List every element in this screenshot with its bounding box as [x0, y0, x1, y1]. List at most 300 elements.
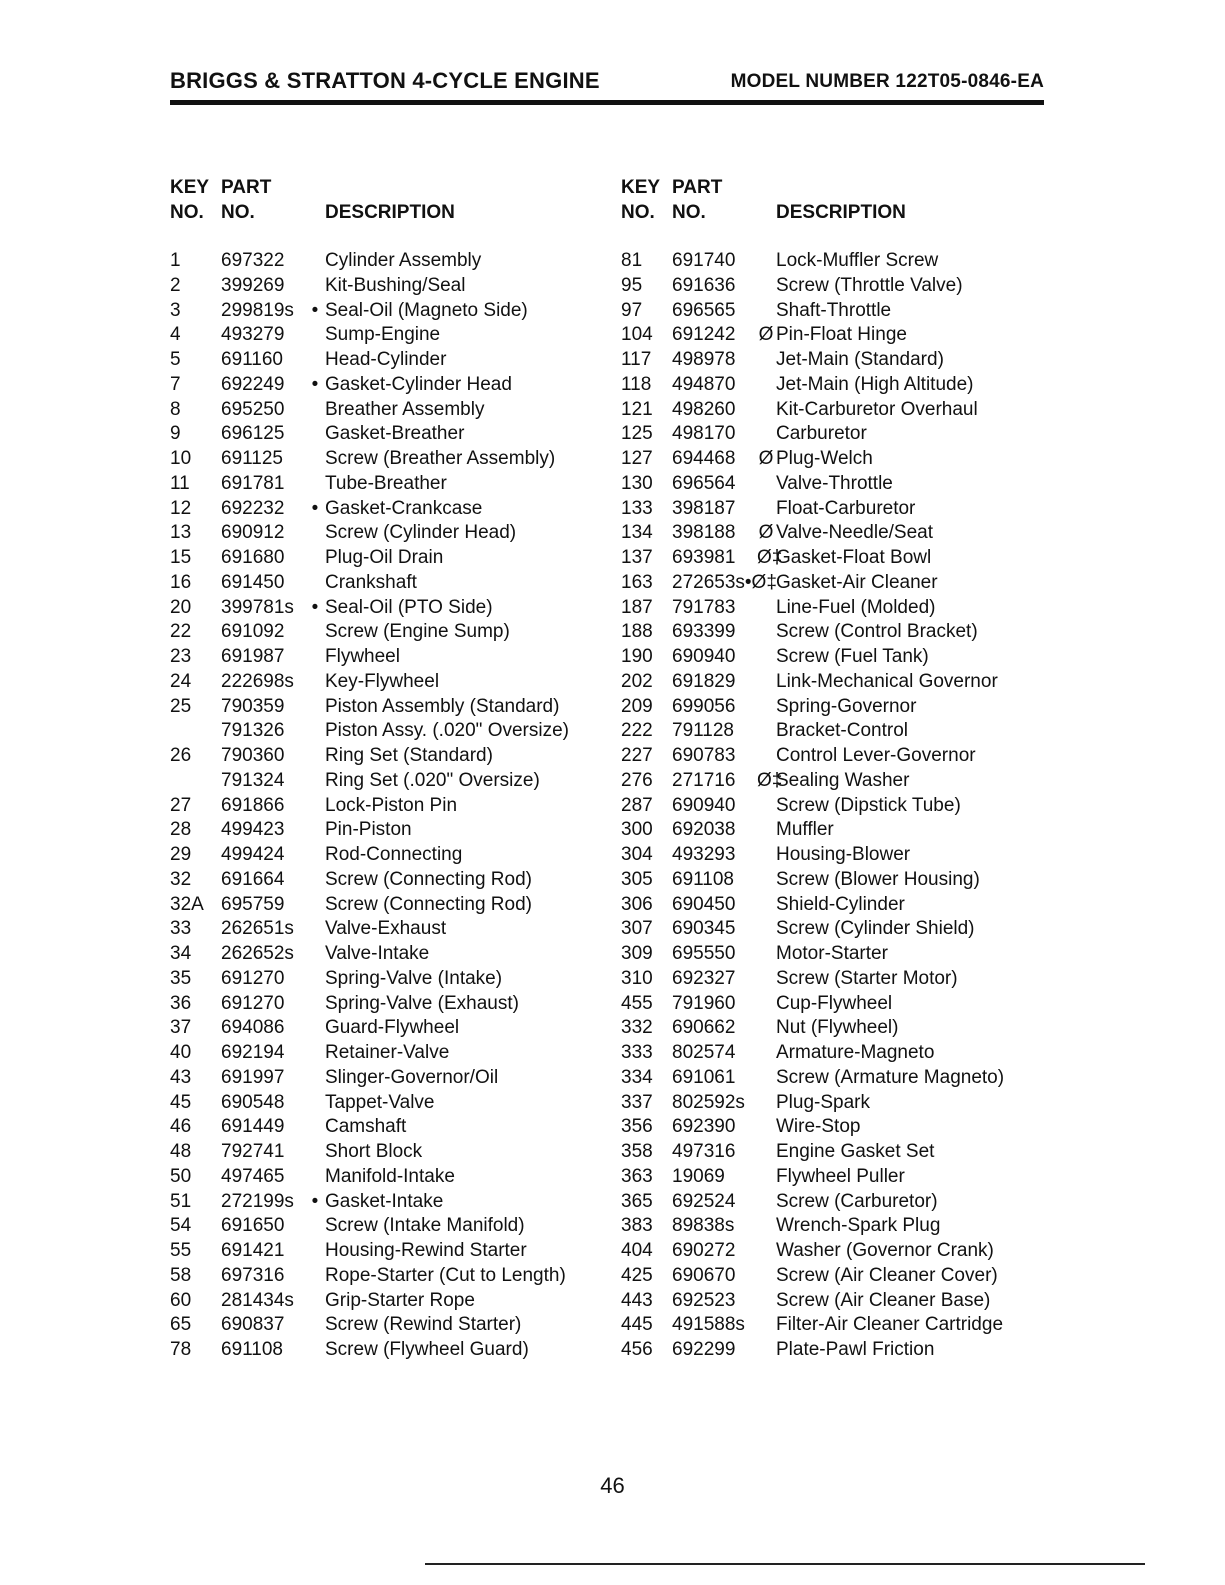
part-number: 691997	[221, 1066, 285, 1088]
key-number: 222	[621, 720, 653, 742]
part-description: Carburetor	[776, 423, 867, 445]
table-row	[621, 843, 1061, 868]
part-description: Jet-Main (Standard)	[776, 349, 944, 370]
part-number: 262652s	[221, 943, 294, 964]
key-number: 137	[621, 547, 653, 568]
key-number: 310	[621, 967, 653, 989]
part-description: Engine Gasket Set	[776, 1141, 935, 1162]
part-number: 691108	[672, 868, 734, 890]
table-row	[621, 571, 1061, 596]
key-number: 11	[170, 472, 190, 494]
part-description: Flywheel Puller	[776, 1165, 905, 1187]
key-number: 8	[170, 398, 181, 420]
key-no-header: NO.	[621, 202, 655, 223]
part-description: Screw (Dipstick Tube)	[776, 794, 961, 816]
part-description: Plug-Welch	[776, 448, 873, 469]
table-row	[621, 447, 1061, 472]
part-description: Valve-Exhaust	[325, 918, 447, 940]
part-description: Gasket-Breather	[325, 423, 465, 445]
key-no-header: NO.	[170, 202, 204, 223]
table-row	[621, 992, 1061, 1017]
part-number: 696565	[672, 299, 736, 321]
part-number: 802592s	[672, 1091, 745, 1113]
description-header: DESCRIPTION	[776, 202, 906, 223]
part-description: Screw (Flywheel Guard)	[325, 1339, 529, 1360]
table-row	[621, 1016, 1061, 1041]
table-row	[170, 1016, 610, 1041]
table-row	[170, 472, 610, 497]
part-marker: •	[311, 373, 319, 395]
key-number: 425	[621, 1264, 653, 1286]
bottom-rule	[425, 1563, 1145, 1565]
part-number: 692327	[672, 967, 736, 989]
table-row	[170, 323, 610, 348]
part-marker: Ø‡	[757, 547, 783, 568]
key-header: KEY	[621, 177, 661, 198]
key-number: 9	[170, 423, 181, 445]
part-number: 691061	[672, 1066, 736, 1088]
part-number: 299819s	[221, 299, 294, 321]
part-number: 498260	[672, 398, 736, 420]
table-row	[621, 497, 1061, 522]
part-description: Screw (Rewind Starter)	[325, 1314, 522, 1336]
part-number: 494870	[672, 373, 736, 395]
part-number: 802574	[672, 1042, 736, 1063]
table-row	[621, 1190, 1061, 1215]
part-description: Guard-Flywheel	[325, 1017, 460, 1039]
part-description: Gasket-Intake	[325, 1190, 444, 1212]
table-row	[170, 670, 610, 695]
part-number: 690548	[221, 1091, 285, 1113]
part-description: Spring-Valve (Intake)	[325, 967, 503, 989]
key-header: KEY	[170, 177, 210, 198]
part-description: Key-Flywheel	[325, 670, 440, 692]
part-number: 690912	[221, 522, 285, 544]
column-headers	[621, 174, 1061, 236]
table-row	[621, 818, 1061, 843]
table-row	[170, 596, 610, 621]
part-number: 498170	[672, 423, 736, 445]
part-number: 499424	[221, 844, 285, 865]
part-number: 262651s	[221, 918, 294, 940]
table-row	[621, 967, 1061, 992]
table-row	[621, 1091, 1061, 1116]
table-row	[621, 695, 1061, 720]
table-row	[170, 917, 610, 942]
table-row	[621, 1214, 1061, 1239]
part-description: Armature-Magneto	[776, 1042, 935, 1063]
key-number: 163	[621, 571, 653, 593]
part-number: 792741	[221, 1141, 285, 1162]
part-number: 497465	[221, 1165, 285, 1187]
key-number: 12	[170, 497, 192, 519]
parts-list-left	[170, 174, 610, 1360]
part-number: 692390	[672, 1116, 736, 1138]
table-row	[621, 893, 1061, 918]
key-number: 60	[170, 1289, 192, 1311]
part-description: Shaft-Throttle	[776, 299, 892, 321]
table-row	[621, 348, 1061, 373]
key-number: 358	[621, 1141, 653, 1162]
key-number: 455	[621, 992, 653, 1014]
key-number: 202	[621, 670, 653, 692]
part-number: 493293	[672, 844, 736, 865]
part-number: 694468	[672, 448, 736, 469]
key-number: 187	[621, 596, 653, 618]
part-marker: Ø	[758, 448, 774, 469]
part-number: 272653s•Ø‡	[672, 571, 777, 593]
table-row	[170, 274, 610, 299]
part-description: Piston Assy. (.020" Oversize)	[325, 720, 569, 742]
part-number: 691664	[221, 868, 285, 890]
part-description: Retainer-Valve	[325, 1042, 450, 1063]
table-row	[170, 967, 610, 992]
part-description: Sump-Engine	[325, 324, 441, 346]
part-number: 398188	[672, 522, 736, 544]
table-row	[170, 1140, 610, 1165]
table-row	[621, 398, 1061, 423]
part-number: 497316	[672, 1141, 736, 1162]
key-number: 23	[170, 646, 192, 667]
key-number: 78	[170, 1339, 192, 1360]
model-number: MODEL NUMBER 122T05-0846-EA	[730, 71, 1044, 92]
key-number: 332	[621, 1017, 653, 1039]
key-number: 46	[170, 1116, 192, 1138]
part-number: 691270	[221, 967, 285, 989]
key-number: 55	[170, 1240, 192, 1261]
key-number: 133	[621, 497, 653, 519]
key-number: 125	[621, 423, 653, 445]
part-description: Screw (Engine Sump)	[325, 621, 510, 643]
parts-list-right	[621, 174, 1061, 1360]
part-number: 399269	[221, 274, 285, 296]
part-number: 691650	[221, 1215, 285, 1237]
table-row	[170, 373, 610, 398]
part-number: 697322	[221, 250, 285, 271]
table-row	[170, 348, 610, 373]
part-description: Lock-Muffler Screw	[776, 250, 939, 271]
key-number: 287	[621, 794, 653, 816]
key-number: 13	[170, 522, 192, 544]
part-description: Screw (Blower Housing)	[776, 868, 980, 890]
part-description: Pin-Float Hinge	[776, 324, 907, 346]
part-number: 691270	[221, 992, 285, 1014]
key-number: 36	[170, 992, 192, 1014]
key-number: 300	[621, 819, 653, 841]
key-number: 37	[170, 1017, 192, 1039]
table-row	[621, 1140, 1061, 1165]
key-number: 16	[170, 571, 192, 593]
key-number: 305	[621, 868, 653, 890]
part-number: 790360	[221, 745, 285, 766]
part-description: Screw (Connecting Rod)	[325, 868, 532, 890]
part-number: 691636	[672, 274, 736, 296]
table-row	[170, 794, 610, 819]
part-number: 281434s	[221, 1289, 294, 1311]
part-description: Screw (Cylinder Shield)	[776, 918, 975, 940]
key-number: 22	[170, 621, 192, 643]
part-description: Pin-Piston	[325, 819, 412, 841]
part-description: Seal-Oil (Magneto Side)	[325, 299, 528, 321]
table-row	[170, 620, 610, 645]
key-number: 29	[170, 844, 192, 865]
part-description: Cup-Flywheel	[776, 992, 893, 1014]
part-description: Link-Mechanical Governor	[776, 670, 998, 692]
key-number: 356	[621, 1116, 653, 1138]
key-number: 227	[621, 745, 653, 766]
table-row	[170, 1289, 610, 1314]
part-number: 272199s	[221, 1190, 294, 1212]
part-description: Valve-Needle/Seat	[776, 522, 934, 544]
part-number: 692524	[672, 1190, 736, 1212]
key-number: 10	[170, 448, 192, 469]
table-row	[621, 249, 1061, 274]
part-number: 790359	[221, 695, 285, 717]
key-number: 24	[170, 670, 192, 692]
table-row	[170, 893, 610, 918]
table-row	[170, 1041, 610, 1066]
table-row	[170, 769, 610, 794]
part-description: Wrench-Spark Plug	[776, 1215, 941, 1237]
part-number: 691866	[221, 794, 285, 816]
table-row	[170, 1214, 610, 1239]
key-number: 50	[170, 1165, 192, 1187]
part-description: Filter-Air Cleaner Cartridge	[776, 1314, 1004, 1336]
table-row	[170, 818, 610, 843]
part-number: 690783	[672, 745, 736, 766]
part-description: Short Block	[325, 1141, 423, 1162]
part-description: Screw (Control Bracket)	[776, 621, 978, 643]
parts-rows-left	[170, 249, 610, 1363]
part-description: Nut (Flywheel)	[776, 1017, 899, 1039]
part-description: Screw (Throttle Valve)	[776, 274, 963, 296]
part-description: Rod-Connecting	[325, 844, 463, 865]
part-description: Camshaft	[325, 1116, 407, 1138]
key-number: 443	[621, 1289, 653, 1311]
key-number: 4	[170, 324, 181, 346]
part-description: Bracket-Control	[776, 720, 908, 742]
table-row	[170, 1264, 610, 1289]
key-number: 32	[170, 868, 192, 890]
part-description: Jet-Main (High Altitude)	[776, 373, 974, 395]
part-description: Valve-Throttle	[776, 472, 893, 494]
table-row	[170, 1066, 610, 1091]
table-row	[621, 274, 1061, 299]
key-number: 445	[621, 1314, 653, 1336]
table-row	[621, 868, 1061, 893]
table-row	[170, 497, 610, 522]
key-number: 27	[170, 794, 192, 816]
table-row	[621, 299, 1061, 324]
part-description: Screw (Carburetor)	[776, 1190, 938, 1212]
table-row	[170, 249, 610, 274]
key-number: 2	[170, 274, 181, 296]
part-number: 499423	[221, 819, 285, 841]
part-marker: Ø‡	[757, 769, 783, 791]
part-header: PART	[221, 177, 272, 198]
part-description: Screw (Armature Magneto)	[776, 1066, 1005, 1088]
key-number: 190	[621, 646, 653, 667]
key-number: 121	[621, 398, 653, 420]
part-number: 691421	[221, 1240, 285, 1261]
part-number: 493279	[221, 324, 285, 346]
table-row	[170, 1338, 610, 1363]
table-row	[621, 1338, 1061, 1363]
key-number: 32A	[170, 893, 204, 915]
table-row	[170, 942, 610, 967]
part-description: Spring-Valve (Exhaust)	[325, 992, 519, 1014]
table-row	[170, 1115, 610, 1140]
part-number: 695250	[221, 398, 285, 420]
part-number: 691740	[672, 250, 736, 271]
table-row	[621, 1313, 1061, 1338]
part-description: Slinger-Governor/Oil	[325, 1066, 499, 1088]
table-row	[621, 373, 1061, 398]
table-row	[621, 942, 1061, 967]
part-description: Tube-Breather	[325, 472, 447, 494]
part-description: Ring Set (Standard)	[325, 745, 493, 766]
table-row	[170, 645, 610, 670]
part-description: Flywheel	[325, 646, 400, 667]
table-row	[621, 1041, 1061, 1066]
table-row	[170, 868, 610, 893]
part-number: 691125	[221, 448, 283, 469]
table-row	[170, 1239, 610, 1264]
key-number: 306	[621, 893, 653, 915]
table-row	[621, 1239, 1061, 1264]
table-row	[170, 546, 610, 571]
table-row	[621, 744, 1061, 769]
key-number: 130	[621, 472, 653, 494]
table-row	[170, 398, 610, 423]
part-description: Sealing Washer	[776, 769, 910, 791]
part-description: Plug-Spark	[776, 1091, 870, 1113]
part-description: Washer (Governor Crank)	[776, 1240, 994, 1261]
key-number: 118	[621, 373, 652, 395]
key-number: 20	[170, 596, 192, 618]
part-number: 690940	[672, 794, 736, 816]
part-number: 692523	[672, 1289, 736, 1311]
part-number: 791960	[672, 992, 736, 1014]
table-row	[621, 422, 1061, 447]
key-number: 54	[170, 1215, 192, 1237]
table-row	[621, 323, 1061, 348]
table-row	[170, 992, 610, 1017]
table-row	[621, 472, 1061, 497]
table-row	[621, 521, 1061, 546]
key-number: 309	[621, 943, 653, 964]
key-number: 404	[621, 1240, 653, 1261]
part-number: 691449	[221, 1116, 285, 1138]
part-number: 271716	[672, 769, 736, 791]
table-row	[170, 521, 610, 546]
part-number: 498978	[672, 349, 736, 370]
parts-rows-right	[621, 249, 1061, 1363]
part-marker: •	[311, 1190, 319, 1212]
table-row	[170, 1091, 610, 1116]
part-number: 695550	[672, 943, 736, 964]
part-description: Cylinder Assembly	[325, 250, 482, 271]
key-number: 5	[170, 349, 181, 370]
part-header: PART	[672, 177, 723, 198]
table-row	[621, 1289, 1061, 1314]
part-no-header: NO.	[672, 202, 706, 223]
part-number: 696125	[221, 423, 285, 445]
table-row	[621, 620, 1061, 645]
part-number: 692038	[672, 819, 736, 841]
key-number: 365	[621, 1190, 653, 1212]
key-number: 45	[170, 1091, 192, 1113]
table-row	[621, 1264, 1061, 1289]
key-number: 65	[170, 1314, 192, 1336]
part-description: Head-Cylinder	[325, 349, 447, 370]
part-description: Housing-Rewind Starter	[325, 1240, 527, 1261]
key-number: 134	[621, 522, 653, 544]
part-description: Manifold-Intake	[325, 1165, 455, 1187]
part-number: 690837	[221, 1314, 285, 1336]
part-number: 690940	[672, 646, 736, 667]
part-number: 694086	[221, 1017, 285, 1039]
part-description: Crankshaft	[325, 571, 417, 593]
part-description: Housing-Blower	[776, 844, 911, 865]
table-row	[170, 299, 610, 324]
key-number: 48	[170, 1141, 192, 1162]
key-number: 7	[170, 373, 181, 395]
part-number: 690345	[672, 918, 736, 940]
part-description: Grip-Starter Rope	[325, 1289, 475, 1311]
part-number: 399781s	[221, 596, 294, 618]
part-description: Plate-Pawl Friction	[776, 1339, 935, 1360]
table-row	[621, 1115, 1061, 1140]
part-number: 691450	[221, 571, 285, 593]
part-description: Plug-Oil Drain	[325, 547, 444, 568]
key-number: 51	[170, 1190, 192, 1212]
table-row	[621, 794, 1061, 819]
key-number: 43	[170, 1066, 192, 1088]
part-number: 222698s	[221, 670, 294, 692]
page-number: 46	[600, 1473, 625, 1498]
part-number: 692194	[221, 1042, 285, 1063]
part-description: Motor-Starter	[776, 943, 888, 964]
part-number: 692299	[672, 1339, 736, 1360]
part-description: Ring Set (.020" Oversize)	[325, 769, 540, 791]
part-description: Breather Assembly	[325, 398, 485, 420]
table-row	[170, 571, 610, 596]
part-number: 19069	[672, 1165, 725, 1187]
key-number: 40	[170, 1042, 192, 1063]
description-header: DESCRIPTION	[325, 202, 455, 223]
part-number: 690662	[672, 1017, 736, 1039]
part-marker: •	[311, 299, 319, 321]
part-description: Tappet-Valve	[325, 1091, 435, 1113]
key-number: 34	[170, 943, 192, 964]
part-description: Screw (Starter Motor)	[776, 967, 958, 989]
part-number: 791128	[672, 720, 734, 742]
key-number: 456	[621, 1339, 653, 1360]
table-row	[170, 719, 610, 744]
part-description: Control Lever-Governor	[776, 745, 976, 766]
key-number: 334	[621, 1066, 653, 1088]
part-number: 692232	[221, 497, 285, 519]
key-number: 81	[621, 250, 643, 271]
part-number: 697316	[221, 1264, 285, 1286]
part-number: 791324	[221, 769, 285, 791]
part-number: 691092	[221, 621, 285, 643]
part-description: Screw (Air Cleaner Base)	[776, 1289, 991, 1311]
table-row	[621, 1165, 1061, 1190]
part-description: Kit-Bushing/Seal	[325, 274, 466, 296]
table-row	[621, 719, 1061, 744]
